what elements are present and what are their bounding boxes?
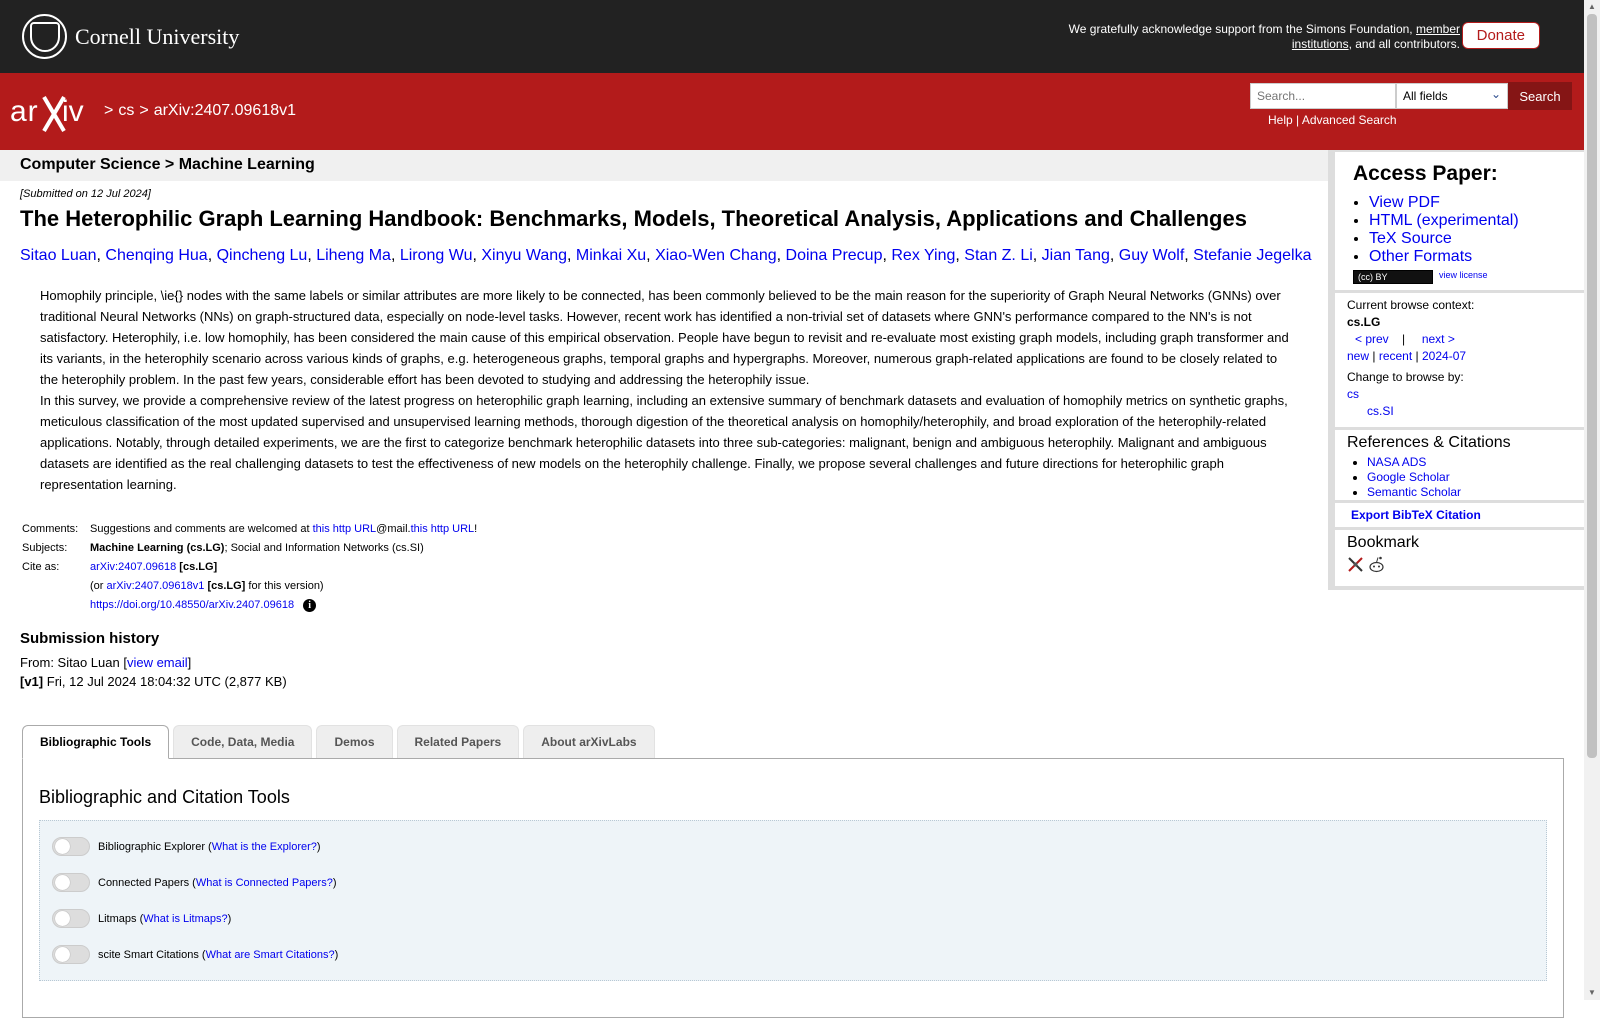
scite-toggle[interactable]	[52, 945, 90, 964]
tab-about-arxivlabs[interactable]: About arXivLabs	[523, 725, 654, 758]
author-link[interactable]: Xinyu Wang	[481, 247, 568, 264]
subjects-label: Subjects:	[22, 542, 68, 554]
member-institutions-link[interactable]: member institutions	[1291, 22, 1460, 51]
author-list: Sitao Luan, Chenqing Hua, Qincheng Lu, Liheng Ma, Lirong Wu, Xinyu Wang, Minkai Xu, Xiao-Wen Chang, Doina Precup, Rex Ying, Stan Z. Li, Jian Tang, Guy Wolf, Stefanie Jegelka	[20, 247, 1312, 264]
metadata-table: Comments: Suggestions and comments are welcomed at this http URL@mail.this http URL! Subjects: Machine Learning (cs.LG); Social and Information Networks (cs.SI) Cite as: arXiv:2407.09618 [cs.LG] (or arXiv:2407.09618v1 [cs.LG] for this version) https://doi.org/10.48550/arXiv.2407.09618 i	[20, 520, 479, 615]
search-field-select[interactable]: All fields ⌄	[1396, 83, 1508, 109]
tab-related-papers[interactable]: Related Papers	[397, 725, 520, 758]
connected-papers-toggle[interactable]	[52, 873, 90, 892]
version-id-link[interactable]: arXiv:2407.09618v1	[106, 580, 205, 592]
abstract-paragraph: Homophily principle, \ie{} nodes with the same labels or similar attributes are more likely to be connected, has been commonly believed to be the main reason for the superiority of Graph Neural Networks (GNNs) over traditional Neural Networks (NNs) on graph-structured data, especially on node-level tasks. However, recent work has identified a non-trivial set of datasets where GNN's performance compared to the NN's is not satisfactory. Heterophily, i.e. low homophily, has been considered the main cause of this empirical observation. People have begun to revisit and re-evaluate most existing graph models, including graph transformer and its variants, in the heterophily scenario across various kinds of graphs, e.g. heterogeneous graphs, temporal graphs and hypergraphs. Moreover, numerous graph-related applications are found to be closely related to the heterophily problem. In the past few years, considerable effort has been devoted to studying and addressing the heterophily issue.	[40, 288, 1289, 387]
donate-button[interactable]: Donate	[1462, 22, 1540, 49]
sidebar	[1328, 150, 1584, 590]
tool-row-scite: scite Smart Citations ( What are Smart Citations? )	[52, 945, 338, 964]
browse-context-box: Current browse context: cs.LG < prev | next > new | recent | 2024-07 Change to browse by: cs cs.SI	[1335, 293, 1585, 427]
author-link[interactable]: Rex Ying	[891, 247, 956, 264]
info-icon[interactable]: i	[303, 599, 316, 612]
arxiv-logo-icon[interactable]	[10, 93, 102, 133]
help-links: Help | Advanced Search	[1268, 113, 1397, 127]
tex-source-link[interactable]: TeX Source	[1369, 230, 1452, 247]
tools-list	[39, 820, 1547, 981]
page-title: The Heterophilic Graph Learning Handbook: Benchmarks, Models, Theoretical Analysis, Applications and Challenges	[20, 206, 1247, 231]
litmaps-toggle[interactable]	[52, 909, 90, 928]
prev-link[interactable]: < prev	[1355, 332, 1389, 346]
subjects-value: Machine Learning (cs.LG); Social and Information Networks (cs.SI)	[90, 542, 424, 554]
comments-label: Comments:	[22, 523, 79, 535]
tab-panel	[22, 758, 1564, 1018]
tool-row-explorer: Bibliographic Explorer ( What is the Explorer? )	[52, 837, 321, 856]
author-link[interactable]: Stan Z. Li	[964, 247, 1033, 264]
reddit-icon[interactable]	[1368, 556, 1385, 573]
submission-date: [Submitted on 12 Jul 2024]	[20, 188, 151, 200]
author-link[interactable]: Qincheng Lu	[216, 247, 308, 264]
cornell-logo[interactable]	[22, 14, 239, 59]
context-value: cs.LG	[1347, 315, 1381, 329]
author-link[interactable]: Xiao-Wen Chang	[655, 247, 777, 264]
author-link[interactable]: Stefanie Jegelka	[1193, 247, 1312, 264]
submission-history-heading: Submission history	[20, 630, 160, 647]
support-acknowledgement: We gratefully acknowledge support from the Simons Foundation, member institutions, and all contributors.	[1068, 22, 1460, 51]
bibsonomy-icon[interactable]	[1347, 556, 1364, 573]
view-pdf-link[interactable]: View PDF	[1369, 194, 1440, 211]
category-path: Computer Science > Machine Learning	[20, 156, 315, 173]
tool-row-litmaps: Litmaps ( What is Litmaps? )	[52, 909, 231, 928]
chevron-down-icon: ⌄	[1490, 87, 1501, 101]
cornell-name: Cornell University	[75, 23, 240, 49]
author-link[interactable]: Sitao Luan	[20, 247, 97, 264]
access-links	[1349, 194, 1519, 266]
bookmark-box	[1335, 530, 1585, 586]
breadcrumb: > cs > arXiv:2407.09618v1	[104, 102, 297, 119]
crumb-cs[interactable]: cs	[118, 102, 135, 119]
cite-label: Cite as:	[22, 561, 60, 573]
browse-cs-link[interactable]: cs	[1347, 387, 1359, 401]
bookmark-heading: Bookmark	[1347, 534, 1420, 551]
tab-code-data-media[interactable]: Code, Data, Media	[173, 725, 312, 758]
author-link[interactable]: Minkai Xu	[575, 247, 647, 264]
arxiv-header	[0, 73, 1584, 150]
references-box	[1335, 430, 1585, 500]
cornell-seal-icon	[22, 14, 67, 59]
search-button[interactable]: Search	[1508, 82, 1572, 110]
labs-tabs	[22, 725, 659, 759]
google-scholar-link[interactable]: Google Scholar	[1367, 470, 1450, 484]
help-link[interactable]: Help	[1268, 113, 1293, 127]
other-formats-link[interactable]: Other Formats	[1369, 248, 1473, 265]
author-link[interactable]: Doina Precup	[785, 247, 883, 264]
change-browse-label: Change to browse by:	[1347, 370, 1464, 384]
version-entry: [v1] Fri, 12 Jul 2024 18:04:32 UTC (2,877 KB)	[20, 674, 287, 689]
comments-value: Suggestions and comments are welcomed at this http URL@mail.this http URL!	[90, 523, 478, 535]
new-link[interactable]: new	[1347, 349, 1370, 363]
advanced-search-link[interactable]: Advanced Search	[1301, 113, 1397, 127]
cite-id-link[interactable]: arXiv:2407.09618	[90, 561, 177, 573]
abstract	[40, 285, 1290, 495]
access-paper-box	[1335, 152, 1585, 290]
tool-info-link[interactable]: What is Litmaps?	[143, 912, 228, 925]
tool-info-link[interactable]: What are Smart Citations?	[205, 948, 335, 961]
view-license-link[interactable]: view license	[1439, 270, 1488, 280]
references-heading: References & Citations	[1347, 434, 1511, 451]
tool-row-connected-papers: Connected Papers ( What is Connected Papers? )	[52, 873, 337, 892]
scroll-up-icon[interactable]: ▲	[1588, 2, 1596, 11]
scroll-down-icon[interactable]: ▼	[1588, 988, 1596, 997]
next-link[interactable]: next >	[1421, 332, 1455, 346]
comments-url-link[interactable]: this http URL	[312, 523, 377, 535]
nasa-ads-link[interactable]: NASA ADS	[1367, 455, 1427, 469]
context-label: Current browse context:	[1347, 298, 1475, 312]
cc-license-badge[interactable]: (cc) BY	[1353, 270, 1433, 284]
scrollbar-thumb[interactable]	[1587, 14, 1597, 758]
month-link[interactable]: 2024-07	[1422, 349, 1467, 363]
panel-heading: Bibliographic and Citation Tools	[39, 787, 290, 807]
svg-text:iv: iv	[62, 95, 84, 128]
tool-info-link[interactable]: What is Connected Papers?	[195, 876, 333, 889]
author-link[interactable]: Liheng Ma	[316, 247, 391, 264]
tool-info-link[interactable]: What is the Explorer?	[211, 840, 317, 853]
abstract-paragraph: In this survey, we provide a comprehensive review of the latest progress on heterophilic graph learning, including an extensive summary of benchmark datasets and evaluation of homophily metrics on synthetic graphs, meticulous classification of the most updated supervised and unsupervised learning methods, thorough digestion of the theoretical analysis on homophily/heterophily, and broad exploration of the heterophily-related applications. Notably, through detailed experiments, we are the first to categorize benchmark heterophilic datasets into three sub-categories: malignant, benign and ambiguous heterophily. Malignant and ambiguous datasets are identified as the real challenging datasets to test the effectiveness of new models on the heterophily challenge. Finally, we propose several challenges and future directions for heterophilic graph representation learning.	[40, 393, 1288, 492]
search-input[interactable]	[1250, 83, 1396, 109]
export-box	[1335, 503, 1585, 527]
semantic-scholar-link[interactable]: Semantic Scholar	[1367, 485, 1462, 499]
comments-url-link[interactable]: this http URL	[410, 523, 475, 535]
top-bar	[0, 0, 1584, 73]
doi-link[interactable]: https://doi.org/10.48550/arXiv.2407.09618	[90, 599, 295, 611]
tab-demos[interactable]: Demos	[316, 725, 392, 758]
submission-from: From: Sitao Luan [view email]	[20, 655, 192, 670]
crumb-paper-id: arXiv:2407.09618v1	[153, 102, 297, 119]
tab-bibliographic-tools[interactable]: Bibliographic Tools	[22, 725, 169, 759]
category-header	[0, 150, 1328, 181]
view-email-link[interactable]: view email	[126, 655, 188, 670]
access-paper-heading: Access Paper:	[1353, 162, 1498, 185]
author-link[interactable]: Guy Wolf	[1118, 247, 1185, 264]
svg-text:ar: ar	[10, 95, 39, 128]
export-bibtex-link[interactable]: Export BibTeX Citation	[1351, 508, 1481, 522]
author-link[interactable]: Chenqing Hua	[105, 247, 208, 264]
author-link[interactable]: Jian Tang	[1041, 247, 1110, 264]
page-scrollbar[interactable]	[1584, 0, 1600, 1000]
html-link[interactable]: HTML (experimental)	[1369, 212, 1519, 229]
explorer-toggle[interactable]	[52, 837, 90, 856]
recent-link[interactable]: recent	[1378, 349, 1413, 363]
browse-cs-si-link[interactable]: cs.SI	[1367, 404, 1394, 418]
author-link[interactable]: Lirong Wu	[399, 247, 473, 264]
